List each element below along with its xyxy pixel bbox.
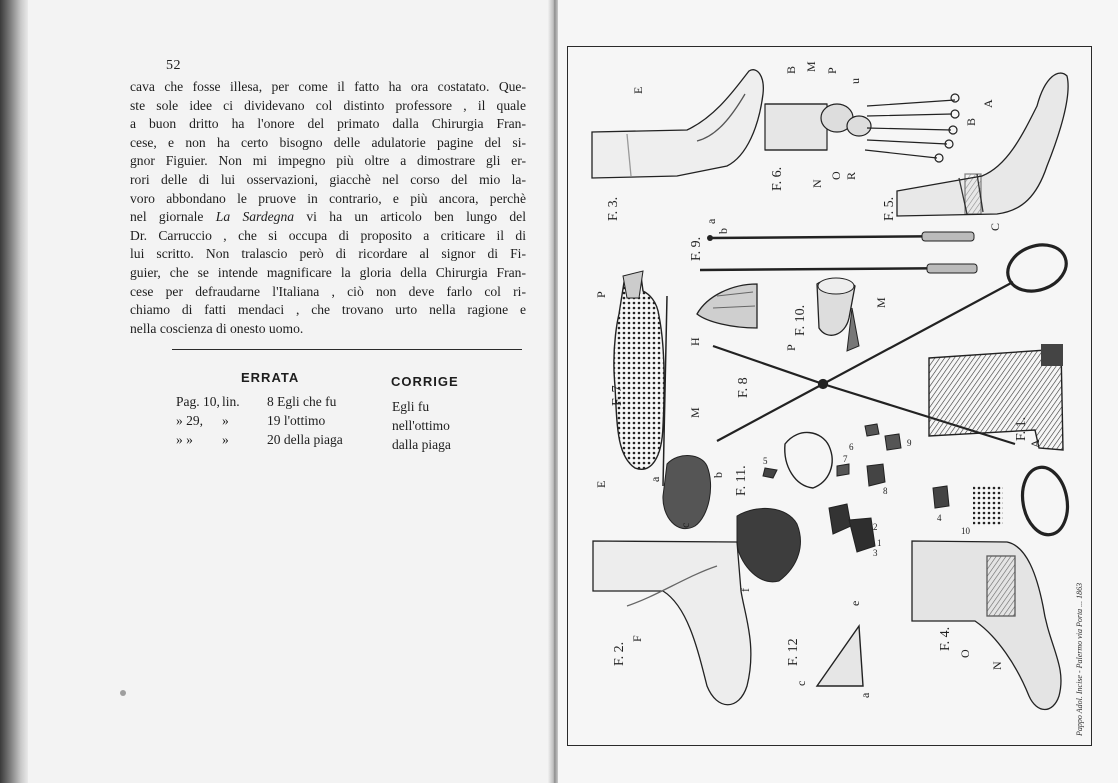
text-line: cese per defraudarne l'Italiana , ciò non deve farlo col ri- [130,283,526,299]
errata-line-marker: » [222,432,229,447]
figure-6-skeletal-foot-illustration [765,94,959,162]
errata-line-marker: » [222,413,229,428]
callout-letter: b [716,228,730,234]
callout-letter: N [810,179,824,188]
callout-letter: f [738,588,752,592]
fragment-number: 5 [763,456,768,466]
callout-letter: E [594,480,608,488]
corrige-row: Egli fu [392,399,430,414]
callout-letter: B [964,117,978,126]
figure-4-foot-illustration [912,541,1061,710]
figure-label-f7: F. 7 [610,385,625,406]
fragment-number: 10 [961,526,970,536]
callout-letter: H [688,337,702,346]
figure-10-cup-illustration [817,278,859,351]
figure-label-f12: F. 12 [786,638,801,666]
figure-5-foot-illustration [897,73,1068,216]
text-line: gnor Figuier. Non mi impegno più oltre a dimostrare gli er- [130,153,526,169]
section-divider [172,349,522,350]
text-line: a buon dritto ha l'onore del primato dalla Chirurgia Fran- [130,116,526,132]
text-run: nel giornale [130,209,216,225]
callout-letter: O [958,649,972,658]
fragment-number: 4 [937,513,942,523]
ink-speck [120,690,126,696]
corrige-row: nell'ottimo [392,418,450,433]
callout-letter: P [594,291,608,298]
callout-letter: E [631,86,645,94]
body-paragraph [130,78,526,338]
callout-letter: O [829,171,843,180]
page-number: 52 [166,58,181,73]
callout-letter: A [981,99,995,108]
callout-letter: M [688,407,702,418]
corrige-heading: CORRIGE [391,374,459,389]
text-line: lui scritto. Non tralascio però di ricordare al signor di Fi- [130,246,526,262]
callout-letter: A [1028,439,1042,448]
cone-instrument-illustration [697,284,757,328]
callout-letter: c [678,522,692,528]
errata-line-marker: lin. [222,394,240,409]
figure-label-f5: F. 5. [882,196,897,221]
callout-letter: M [804,61,818,72]
fragment-number: 7 [843,454,848,464]
fragment-number: 3 [873,548,878,558]
callout-letter: P [825,67,839,74]
errata-heading: ERRATA [241,370,300,385]
callout-letter: a [858,692,872,698]
errata-page: » 29, [176,413,203,428]
callout-letter: M [874,297,888,308]
figure-label-f8: F. 8 [736,377,751,398]
text-line: nella coscienza di onesto uomo. [130,320,304,336]
corrige-list [392,397,451,454]
text-line: rori delle di lui osservazioni, giacchè nel corso del mio la- [130,171,526,187]
errata-page: Pag. 10, [176,394,220,409]
engraved-plate [567,46,1092,746]
callout-letter: R [844,171,858,180]
callout-letter: e [848,600,862,606]
text-line: cava che fosse illesa, per come il fatto ha ora costatato. Que- [130,79,526,94]
book-spine-edge [0,0,28,783]
errata-text: 8 Egli che fu [267,394,337,409]
text-line: cese, e non ha certo bisogno delle adulatorie pagine del si- [130,134,526,150]
figure-label-f4: F. 4. [938,626,953,651]
callout-letter: C [988,222,1002,231]
errata-text: 20 della piaga [267,432,343,447]
text-line: chiamo di fatti mendaci , che trovano urto nella ragione e [130,302,526,318]
callout-letter: B [784,65,798,74]
figure-label-f9: F. 9. [689,236,704,261]
figure-9-probes-illustration [700,232,977,273]
callout-letter: P [784,344,798,351]
text-line: Dr. Carruccio , che si occupa di proposito a criticare il di [130,227,526,243]
fragment-number: 6 [849,442,854,452]
figure-2-foot-illustration [593,541,751,705]
figure-label-f2: F. 2. [612,641,627,666]
figure-label-f6: F. 6. [770,166,785,191]
fragment-number: 8 [883,486,888,496]
figure-1-instrument-illustration [929,344,1063,450]
callout-letter: N [990,661,1004,670]
fragment-number: 2 [873,522,878,532]
text-line: ste sole idee ci dividevano col distinto professore , il quale [130,97,526,113]
fragment-number: 9 [907,438,912,448]
figure-label-f11: F. 11. [734,465,749,496]
figure-7-calculus-illustration [614,271,667,486]
errata-text: 19 l'ottimo [267,413,326,428]
figure-12-triangle-illustration [817,626,863,686]
figure-3-foot-illustration [592,70,763,178]
callout-letter: F [630,635,644,642]
callout-letter: b [711,472,725,478]
engraver-imprint: Pappo Adol. Incise - Palermo via Porta ... 1863 [1075,582,1084,736]
newspaper-title: La Sardegna [215,209,295,225]
callout-letter: u [848,78,862,84]
figure-label-f10: F. 10. [793,304,808,336]
figure-label-f3: F. 3. [606,196,621,221]
callout-letter: c [794,680,808,686]
fragment-number: 1 [877,538,882,548]
text-line: voro abbondano le pruove in contrario, e più ancora, perchè [130,190,526,206]
corrige-row: dalla piaga [392,437,451,452]
text-line: guier, che se intende magnificare la gloria della Chirurgia Fran- [130,264,526,280]
callout-letter: a [704,218,718,224]
figure-label-f1: F. 1. [1014,416,1029,441]
text-line [130,208,526,227]
callout-letter: a [648,476,662,482]
text-run: vi ha un articolo ben lungo del [294,209,526,225]
errata-page: » » [176,432,193,447]
